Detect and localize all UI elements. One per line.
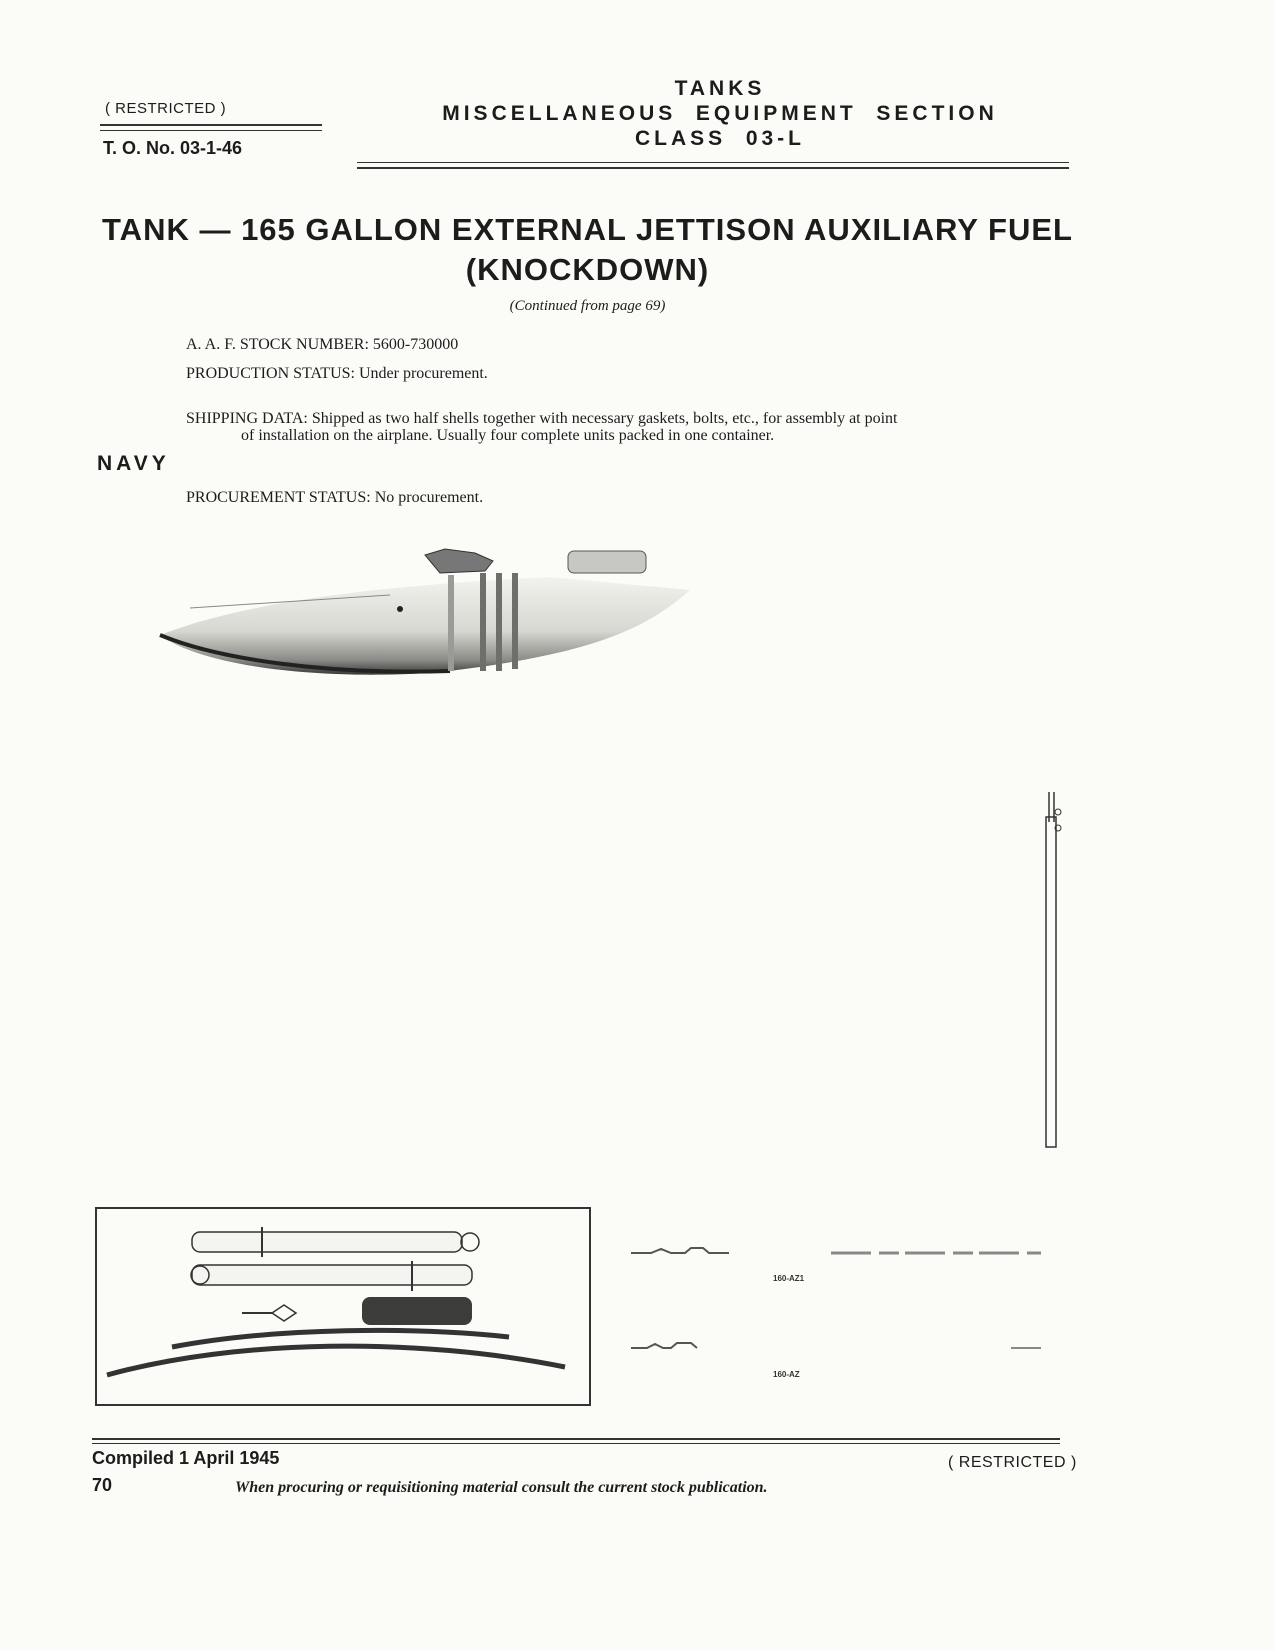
footer-rule	[92, 1438, 1060, 1440]
fuel-tank-photo	[130, 545, 710, 685]
technical-order-number: T. O. No. 03-1-46	[103, 138, 243, 158]
shipping-data-value-line2: of installation on the airplane. Usually four complete units packed in one container.	[241, 427, 775, 444]
footer-note: When procuring or requisitioning material consult the current stock publication.	[235, 1479, 768, 1496]
continued-note: (Continued from page 69)	[509, 298, 666, 314]
shipping-data-field	[186, 410, 1071, 444]
production-status-label: PRODUCTION STATUS:	[186, 365, 355, 382]
production-status-value: Under procurement.	[358, 365, 488, 382]
compiled-date: Compiled 1 April 1945	[92, 1448, 280, 1468]
header-rule	[100, 124, 322, 126]
procurement-status-field	[186, 489, 483, 506]
production-status-field	[186, 365, 488, 382]
shipping-data-label: SHIPPING DATA:	[186, 410, 308, 427]
figure-label-1: 160-AZ1	[773, 1274, 805, 1283]
procurement-status-label: PROCUREMENT STATUS:	[186, 489, 371, 506]
document-title-line2: (KNOCKDOWN)	[465, 252, 710, 287]
section-heading-line3: CLASS 03-L	[634, 127, 806, 150]
fitting-assembly-drawing-1	[631, 1243, 1051, 1263]
fitting-assembly-drawing-2	[631, 1338, 1051, 1358]
vertical-rod-drawing	[1036, 792, 1066, 1157]
document-title-line1: TANK — 165 GALLON EXTERNAL JETTISON AUXILIARY FUEL	[102, 212, 1073, 247]
restricted-marking-bottom: ( RESTRICTED )	[948, 1454, 1077, 1471]
parts-drawing	[97, 1209, 589, 1404]
figure-label-2: 160-AZ	[773, 1370, 800, 1379]
header-rule	[357, 167, 1069, 169]
section-heading-line1: TANKS	[674, 77, 766, 100]
stock-number-field	[186, 336, 458, 353]
header-rule	[100, 130, 322, 131]
navy-heading: NAVY	[97, 452, 170, 475]
restricted-marking-top: ( RESTRICTED )	[105, 100, 227, 117]
stock-number-value: 5600-730000	[372, 336, 459, 353]
footer-rule	[92, 1443, 1060, 1444]
parts-figure-box	[95, 1207, 591, 1406]
shipping-data-value-line1: Shipped as two half shells together with necessary gaskets, bolts, etc., for assembly at point	[311, 410, 898, 427]
document-title	[100, 210, 1075, 290]
procurement-status-value: No procurement.	[374, 489, 484, 506]
header-rule	[357, 162, 1069, 163]
stock-number-label: A. A. F. STOCK NUMBER:	[186, 336, 369, 353]
section-heading	[410, 76, 1030, 151]
page-number: 70	[92, 1475, 113, 1495]
section-heading-line2: MISCELLANEOUS EQUIPMENT SECTION	[442, 102, 998, 125]
